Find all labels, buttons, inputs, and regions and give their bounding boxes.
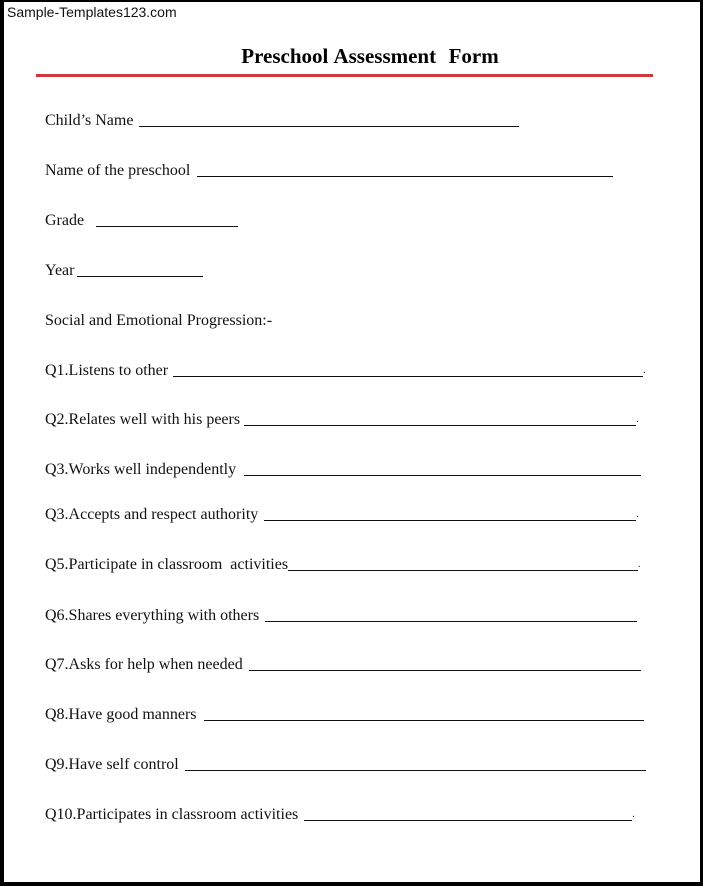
document-page xyxy=(4,2,700,882)
section-heading: Social and Emotional Progression:- xyxy=(45,312,273,329)
answer-blank[interactable] xyxy=(204,720,644,721)
year-blank[interactable] xyxy=(77,276,203,277)
question-label: Q6.Shares everything with others xyxy=(45,607,260,624)
question-label: Q3.Accepts and respect authority xyxy=(45,506,259,523)
answer-blank[interactable] xyxy=(173,376,643,377)
answer-blank[interactable] xyxy=(288,570,638,571)
question-label: Q7.Asks for help when needed xyxy=(45,656,243,673)
question-row xyxy=(45,702,644,724)
answer-blank[interactable] xyxy=(185,770,646,771)
section-heading-row xyxy=(45,308,272,330)
field-label: Child’s Name xyxy=(45,112,134,129)
question-row xyxy=(45,752,646,774)
question-label: Q8.Have good manners xyxy=(45,706,197,723)
title-rule xyxy=(36,74,653,77)
question-row xyxy=(45,457,641,479)
end-dot: . xyxy=(643,365,646,376)
answer-blank[interactable] xyxy=(264,520,636,521)
question-row xyxy=(45,802,635,824)
question-row xyxy=(45,407,639,429)
question-row xyxy=(45,552,641,574)
answer-blank[interactable] xyxy=(265,621,637,622)
question-label: Q5.Participate in classroom activities xyxy=(45,556,289,573)
answer-blank[interactable] xyxy=(249,670,641,671)
answer-blank[interactable] xyxy=(304,820,632,821)
question-label: Q2.Relates well with his peers xyxy=(45,411,241,428)
question-label: Q3.Works well independently xyxy=(45,461,237,478)
childs-name-blank[interactable] xyxy=(139,126,519,127)
end-dot: . xyxy=(632,809,635,820)
question-label: Q1.Listens to other xyxy=(45,362,169,379)
field-grade xyxy=(45,208,238,230)
field-label: Name of the preschool xyxy=(45,162,191,179)
question-row xyxy=(45,603,637,625)
watermark: Sample-Templates123.com xyxy=(7,4,177,20)
question-label: Q10.Participates in classroom activities xyxy=(45,806,299,823)
answer-blank[interactable] xyxy=(244,475,641,476)
question-row xyxy=(45,652,641,674)
field-childs-name xyxy=(45,108,519,130)
question-row xyxy=(45,502,639,524)
field-label: Year xyxy=(45,262,75,279)
form-title: Preschool Assessment Form xyxy=(241,44,499,68)
end-dot: . xyxy=(636,509,639,520)
question-row xyxy=(45,358,646,380)
end-dot: . xyxy=(636,414,639,425)
field-preschool-name xyxy=(45,158,613,180)
preschool-name-blank[interactable] xyxy=(197,176,613,177)
end-dot: . xyxy=(638,559,641,570)
answer-blank[interactable] xyxy=(244,425,636,426)
field-year xyxy=(45,258,203,280)
grade-blank[interactable] xyxy=(96,226,238,227)
field-label: Grade xyxy=(45,212,85,229)
question-label: Q9.Have self control xyxy=(45,756,179,773)
